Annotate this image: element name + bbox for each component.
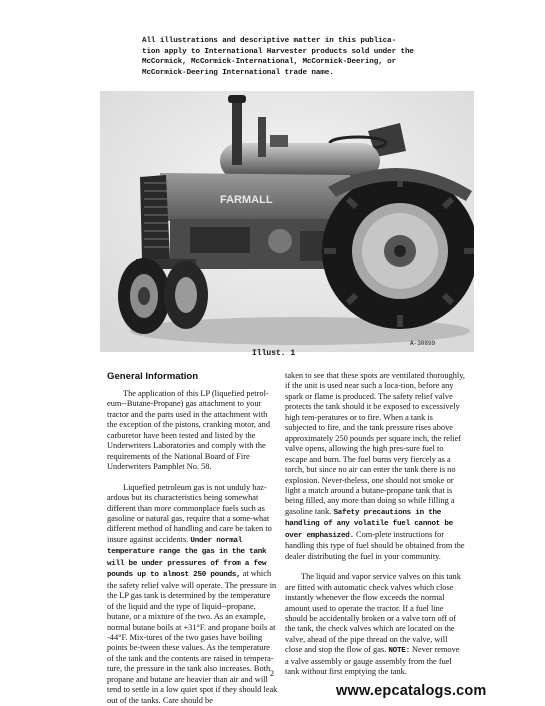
paragraph-text: Never remove a valve assembly or gauge assembly from the fuel tank without first emptying the tank. (285, 645, 460, 677)
paragraph-lp-attachment: The application of this LP (liquefied petrol-eum--Butane-Propane) gas attachment to your tractor and the parts used in the attachment with the exception of the pistons, cranking motor, and carburetor have been tested and listed by the Underwriters Laboratories and comply with the requirements of the National Board of Fire Underwriters Pamphlet No. 58. (107, 389, 271, 472)
paragraph-check-valves (285, 572, 465, 678)
paragraph-lp-hazards (107, 483, 278, 706)
emphasis-safety-precautions: Safety precautions in the handling of any volatile fuel cannot be over emphasized. (285, 508, 453, 540)
hood-lettering: FARMALL (220, 194, 273, 206)
image-code: A-30899 (410, 340, 436, 347)
tractor-photo (100, 91, 474, 352)
illustration-caption: Illust. 1 (252, 349, 296, 358)
paragraph-safety-valve (285, 371, 465, 562)
paragraph-text: The liquid and vapor service valves on this tank are fitted with automatic check valves which close instantly whenever the flow exceeds the normal amount used to operate the tractor. If a fuel line should be accidentally broken or a valve torn off of the tank, the check valves which are located on the valve, ahead of the pipe thread on the valve, will close and stop the flow of gas. (285, 572, 461, 655)
paragraph-text: Com-plete instructions for handling this type of fuel should be obtained from the dealer distributing the fuel in your community. (285, 529, 465, 561)
page-number: 2 (270, 669, 274, 678)
watermark: www.epcatalogs.com (336, 683, 487, 699)
trade-name-notice: All illustrations and descriptive matter in this publica- tion apply to International Harvester products sold under the McCormick, McCormick-International, McCormick-Deering, or McCormick-Deering International trade name. (142, 37, 414, 77)
section-heading: General Information (107, 371, 199, 382)
paragraph-text: at which the safety relief valve will operate. The pressure in the LP gas tank is determined by the temperature of the liquid and the type of liquid--propane, butane, or a mixture of the two. As an example, normal butane boils at +31°F. and propane boils at -44°F. Mix-tures of the two gases have boiling points be-tween these values. As the temperature of the tank and the contents are raised in tempera-ture, the pressure in the tank also increases. Both propane and butane are heavier than air and will tend to settle in a low quiet spot if they should leak out of the tanks. Care should be (107, 569, 278, 705)
paragraph-text: taken to see that these spots are ventilated thoroughly, if the unit is used near such a loca-tion, before any spark or flame is produced. The safety relief valve protects the tank should it be exposed to excessively high tem-peratures or to fire. When a tank is subjected to fire, and the tank pressure rises above approximately 250 pounds per square inch, the relief valve opens, allowing the high pres-sure fuel to escape and burn. The fuel burns very fiercely as a torch, but since no air can enter the tank there is no explosion. Never-theless, one should not smoke or light a match around a butane-propane tank that is being filled, any more than doing so while filling a gasoline tank. (285, 371, 465, 516)
paragraph-text: Liquefied petroleum gas is not unduly haz-ardous but its characteristics being somewhat different than more commonplace fuels such as gasoline or natural gas, require that a some-what different method of handling and care be taken to insure against accidents. (107, 482, 272, 544)
right-column (285, 371, 465, 678)
note-label: NOTE: (388, 647, 410, 656)
emphasis-pressure-warning: Under normal temperature range the gas in the tank will be under pressures of from a few pounds up to almost 250 pounds, (107, 536, 267, 580)
left-column (107, 371, 278, 706)
